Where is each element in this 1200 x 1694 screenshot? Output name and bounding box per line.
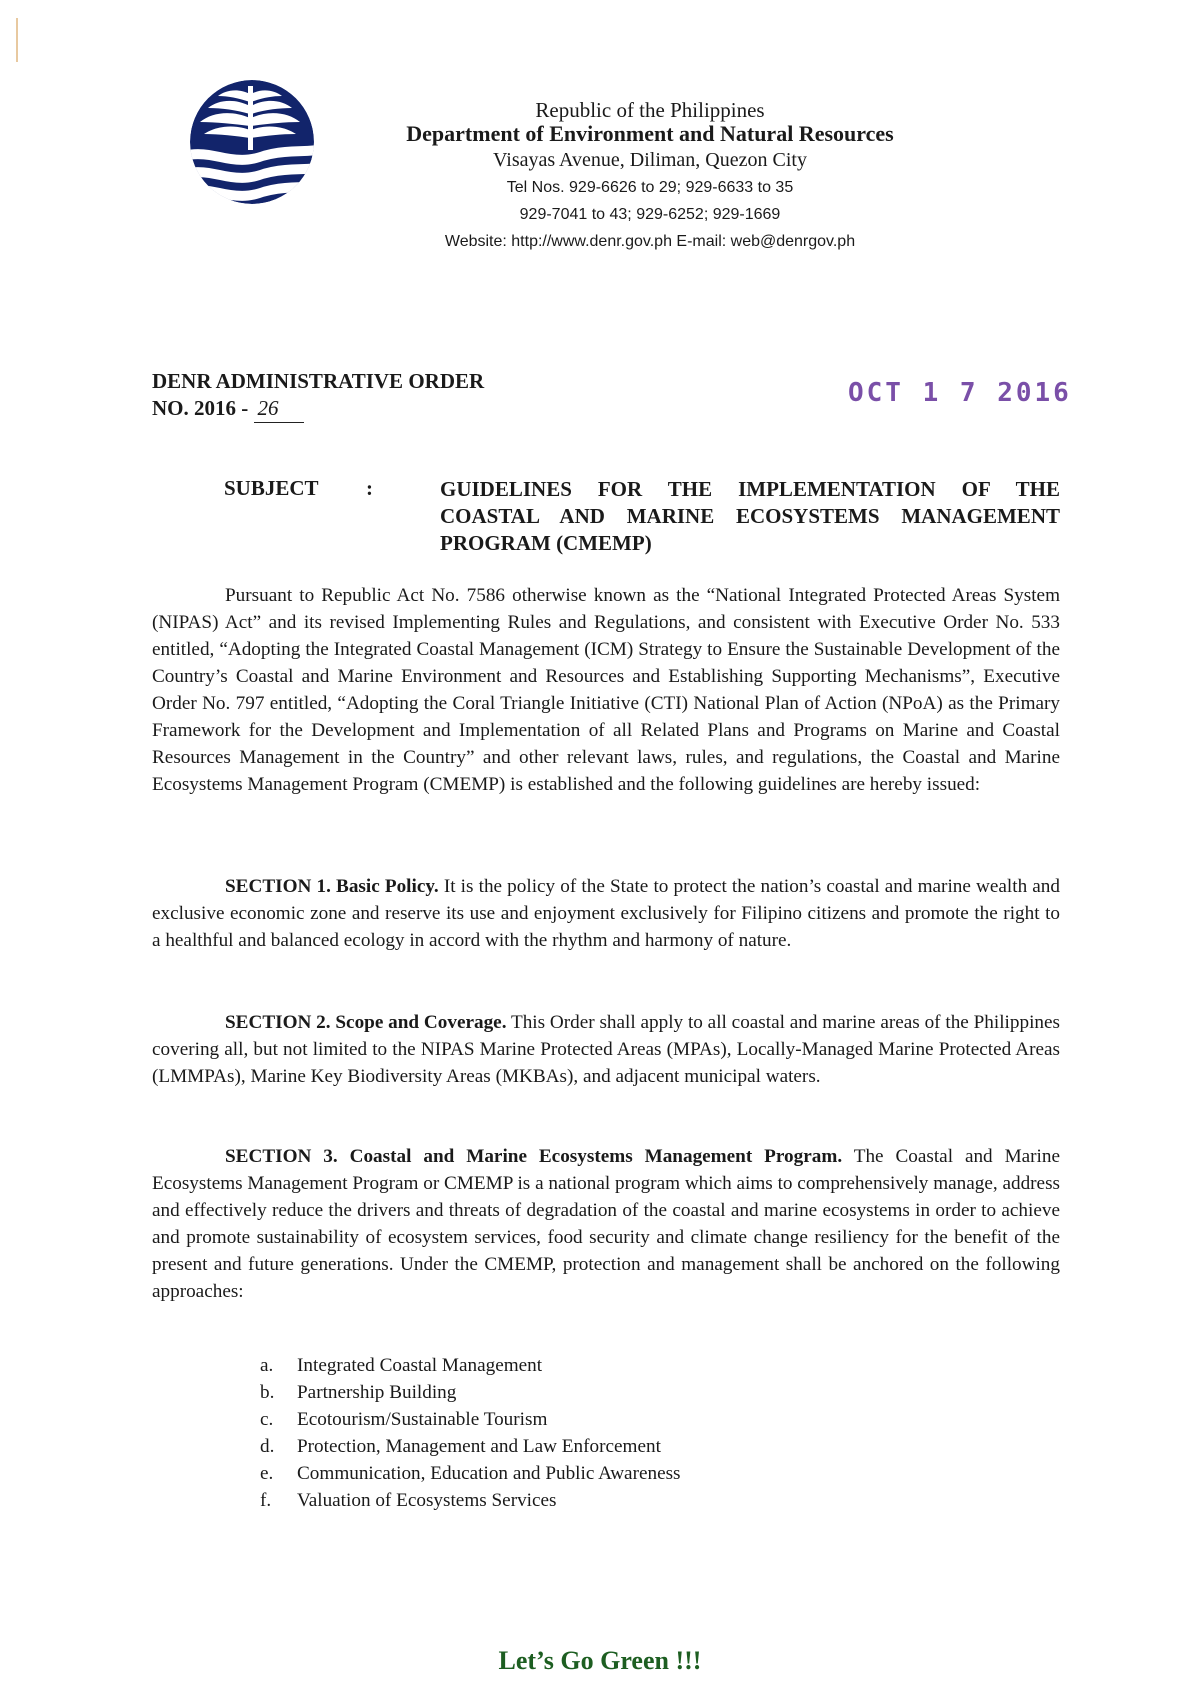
list-item-text: Integrated Coastal Management bbox=[297, 1355, 543, 1376]
list-marker: a. bbox=[260, 1355, 274, 1376]
list-marker: c. bbox=[260, 1409, 274, 1430]
letterhead bbox=[330, 98, 970, 255]
order-number-prefix: NO. 2016 - bbox=[152, 396, 249, 420]
tel-line-2: 929-7041 to 43; 929-6252; 929-1669 bbox=[519, 206, 781, 223]
list-marker: d. bbox=[260, 1436, 275, 1457]
list-item-text: Partnership Building bbox=[297, 1382, 457, 1403]
address-line: Visayas Avenue, Diliman, Quezon City bbox=[493, 149, 807, 171]
list-item bbox=[260, 1352, 681, 1379]
list-item bbox=[260, 1460, 681, 1487]
list-item-text: Valuation of Ecosystems Services bbox=[297, 1490, 557, 1511]
list-item-text: Ecotourism/Sustainable Tourism bbox=[297, 1409, 548, 1430]
list-item-text: Communication, Education and Public Awareness bbox=[297, 1463, 681, 1484]
denr-logo bbox=[180, 78, 324, 206]
section-1-paragraph bbox=[152, 873, 1060, 954]
list-marker: f. bbox=[260, 1490, 272, 1511]
section-2-heading: SECTION 2. Scope and Coverage. bbox=[225, 1012, 507, 1033]
section-2-paragraph bbox=[152, 1009, 1060, 1090]
section-2-text: This Order shall apply to all coastal and marine areas of the Philippines covering all, but not limited to the NIPAS Marine Protected Areas (MPAs), Locally-Managed Marine Protected Areas (LMMPAs), Marine Key Biodiversity Areas (MKBAs), and adjacent municipal waters. bbox=[152, 1012, 1060, 1087]
list-item bbox=[260, 1433, 681, 1460]
scan-artifact bbox=[16, 18, 18, 62]
approaches-list bbox=[260, 1352, 681, 1514]
list-marker: b. bbox=[260, 1382, 275, 1403]
subject-colon: : bbox=[366, 476, 373, 500]
section-3-text: The Coastal and Marine Ecosystems Management Program or CMEMP is a national program which aims to comprehensively manage, address and effectively reduce the drivers and threats of degradation of the coastal and marine ecosystems in order to achieve and promote sustainability of ecosystem services, food security and climate change resiliency for the benefit of the present and future generations. Under the CMEMP, protection and management shall be anchored on the following approaches: bbox=[152, 1146, 1060, 1302]
list-item bbox=[260, 1487, 681, 1514]
subject-text: GUIDELINES FOR THE IMPLEMENTATION OF THE COASTAL AND MARINE ECOSYSTEMS MANAGEMENT PROGRAM (CMEMP) bbox=[440, 477, 1060, 555]
subject-label: SUBJECT bbox=[224, 476, 319, 500]
footer-slogan: Let’s Go Green !!! bbox=[498, 1646, 702, 1675]
section-1-text: It is the policy of the State to protect the nation’s coastal and marine wealth and exclusive economic zone and reserve its use and enjoyment exclusively for Filipino citizens and promote the right to a healthful and balanced ecology in accord with the rhythm and harmony of nature. bbox=[152, 876, 1060, 951]
web-email-line: Website: http://www.denr.gov.ph E-mail: web@denrgov.ph bbox=[444, 233, 856, 250]
list-item bbox=[260, 1379, 681, 1406]
department-name: Department of Environment and Natural Resources bbox=[406, 121, 894, 146]
intro-paragraph: Pursuant to Republic Act No. 7586 otherwise known as the “National Integrated Protected Areas System (NIPAS) Act” and its revised Implementing Rules and Regulations, and consistent with Executive Order No. 533 entitled, “Adopting the Integrated Coastal Management (ICM) Strategy to Ensure the Sustainable Development of the Country’s Coastal and Marine Environment and Resources and Establishing Supporting Mechanisms”, Executive Order No. 797 entitled, “Adopting the Coral Triangle Initiative (CTI) National Plan of Action (NPoA) as the Primary Framework for the Development and Implementation of all Related Plans and Programs on Marine and Coastal Resources Management in the Country” and other relevant laws, rules, and regulations, the Coastal and Marine Ecosystems Management Program (CMEMP) is established and the following guidelines are hereby issued: bbox=[152, 585, 1060, 795]
section-1-heading: SECTION 1. Basic Policy. bbox=[225, 876, 439, 897]
order-heading bbox=[152, 368, 484, 423]
tel-line-1: Tel Nos. 929-6626 to 29; 929-6633 to 35 bbox=[506, 179, 794, 196]
order-number-line bbox=[152, 395, 484, 423]
section-3-heading: SECTION 3. Coastal and Marine Ecosystems Management Program. bbox=[225, 1146, 843, 1167]
republic-line: Republic of the Philippines bbox=[535, 98, 765, 122]
date-stamp: OCT 1 7 2016 bbox=[848, 378, 1072, 408]
list-marker: e. bbox=[260, 1463, 274, 1484]
section-3-paragraph bbox=[152, 1143, 1060, 1305]
order-title: DENR ADMINISTRATIVE ORDER bbox=[152, 369, 485, 393]
list-item-text: Protection, Management and Law Enforcement bbox=[297, 1436, 661, 1457]
list-item bbox=[260, 1406, 681, 1433]
order-number: 26 bbox=[254, 395, 304, 423]
